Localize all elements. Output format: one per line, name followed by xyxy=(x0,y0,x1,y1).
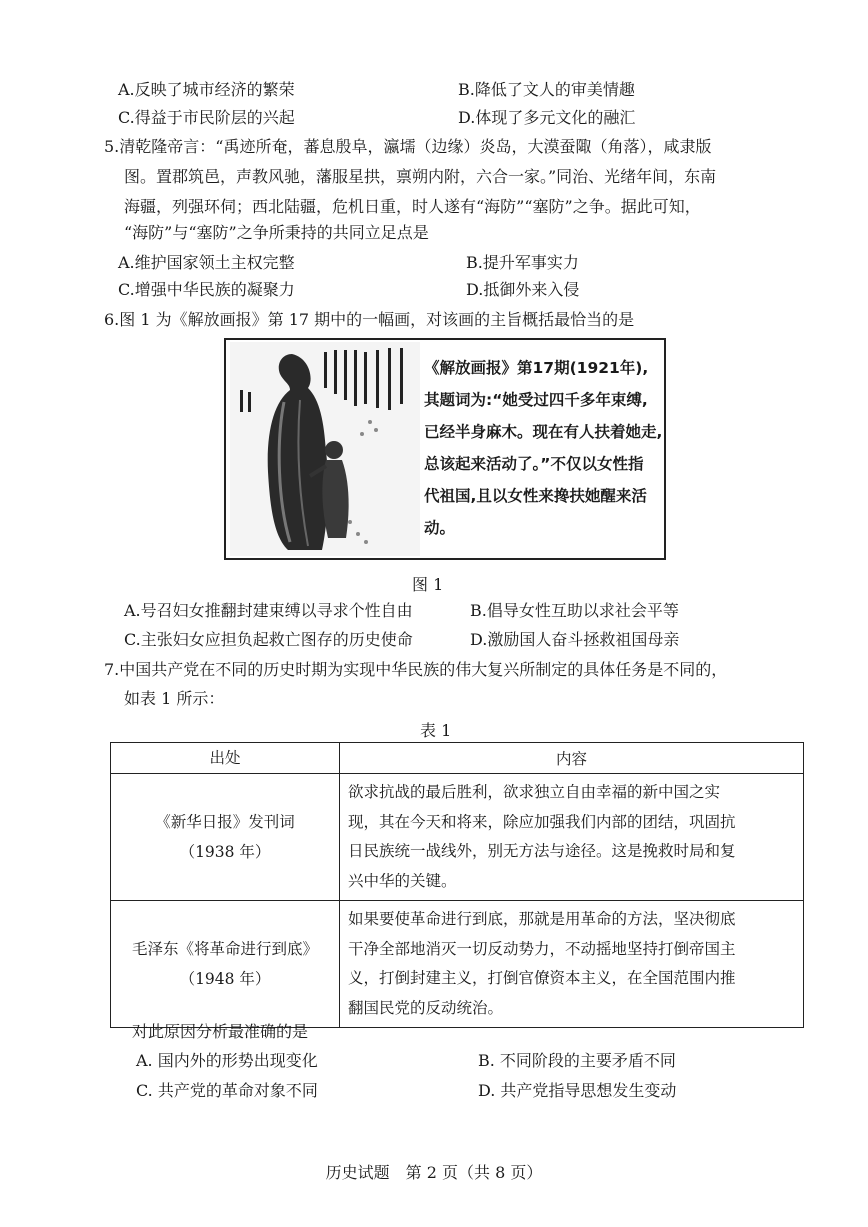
content-line: 如果要使革命进行到底，那就是用革命的方法，坚决彻底 xyxy=(348,910,736,928)
q5-option-b: B.提升军事实力 xyxy=(466,253,579,272)
q5-option-d: D.抵御外来入侵 xyxy=(466,280,580,299)
q5-option-a: A.维护国家领土主权完整 xyxy=(118,253,295,272)
q5-stem-line: 海疆，列强环伺；西北陆疆，危机日重，时人遂有“海防”“塞防”之争。据此可知， xyxy=(124,197,701,216)
table-row xyxy=(111,901,804,1028)
q6-option-a: A.号召妇女推翻封建束缚以寻求个性自由 xyxy=(124,601,413,620)
q4-option-c: C.得益于市民阶层的兴起 xyxy=(118,108,295,127)
figure-label: 图 1 xyxy=(412,575,444,594)
q6-stem: 6.图 1 为《解放画报》第 17 期中的一幅画，对该画的主旨概括最恰当的是 xyxy=(104,310,635,329)
content-line: 日民族统一战线外，别无方法与途径。这是挽救时局和复 xyxy=(348,842,736,860)
q7-stem-line: 如表 1 所示： xyxy=(124,689,225,708)
figure-caption-text xyxy=(424,352,663,544)
table-1 xyxy=(110,742,804,1028)
source-line: （1938 年） xyxy=(179,843,271,861)
table-source-cell xyxy=(111,901,340,1028)
figure-1 xyxy=(224,338,666,560)
page-footer: 历史试题 第 2 页（共 8 页） xyxy=(325,1163,543,1182)
content-line: 欲求抗战的最后胜利，欲求独立自由幸福的新中国之实 xyxy=(348,783,721,801)
table-header-cell: 出处 xyxy=(111,743,340,774)
table-content-cell xyxy=(340,901,804,1028)
q5-stem-line: “海防”与“塞防”之争所秉持的共同立足点是 xyxy=(124,223,429,242)
q7-question: 对此原因分析最准确的是 xyxy=(132,1022,309,1041)
source-line: 《新华日报》发刊词 xyxy=(155,813,295,831)
q4-option-d: D.体现了多元文化的融汇 xyxy=(458,108,636,127)
q5-stem-line: 5.清乾隆帝言：“禹迹所奄，蕃息殷阜，瀛壖（边缘）炎岛，大漠蚕陬（角落），咸隶版 xyxy=(104,137,712,156)
figure-text-line: 已经半身麻木。现在有人扶着她走, xyxy=(424,423,663,441)
figure-text-line: 《解放画报》第17期(1921年), xyxy=(424,359,649,377)
q7-option-a: A. 国内外的形势出现变化 xyxy=(136,1051,318,1070)
table-row xyxy=(111,774,804,901)
content-line: 翻国民党的反动统治。 xyxy=(348,998,504,1017)
table-header-cell: 内容 xyxy=(340,743,804,774)
q7-option-b: B. 不同阶段的主要矛盾不同 xyxy=(478,1051,676,1070)
q7-stem-line: 7.中国共产党在不同的历史时期为实现中华民族的伟大复兴所制定的具体任务是不同的， xyxy=(104,660,728,679)
q6-option-b: B.倡导女性互助以求社会平等 xyxy=(470,601,679,620)
table-header-row xyxy=(111,743,804,774)
q5-option-c: C.增强中华民族的凝聚力 xyxy=(118,280,295,299)
content-line: 干净全部地消灭一切反动势力，不动摇地坚持打倒帝国主 xyxy=(348,939,736,958)
figure-text-line: 动。 xyxy=(424,519,456,537)
q5-stem-line: 图。置郡筑邑，声教风驰，藩服星拱，禀朔内附，六合一家。”同治、光绪年间，东南 xyxy=(124,167,717,186)
figure-text-line: 其题词为:“她受过四千多年束缚, xyxy=(424,391,648,409)
table-content-cell xyxy=(340,774,804,901)
q7-option-d: D. 共产党指导思想发生变动 xyxy=(478,1081,677,1100)
content-line: 兴中华的关键。 xyxy=(348,871,457,890)
q4-option-b: B.降低了文人的审美情趣 xyxy=(458,80,635,99)
figure-text-line: 代祖国,且以女性来搀扶她醒来活 xyxy=(424,487,647,505)
illustration-image xyxy=(230,342,420,556)
q4-option-a: A.反映了城市经济的繁荣 xyxy=(118,80,295,99)
source-line: （1948 年） xyxy=(179,970,271,988)
figure-text-line: 总该起来活动了。”不仅以女性指 xyxy=(424,455,644,473)
table-source-cell xyxy=(111,774,340,901)
q7-option-c: C. 共产党的革命对象不同 xyxy=(136,1081,318,1100)
q6-option-d: D.激励国人奋斗拯救祖国母亲 xyxy=(470,630,680,649)
table-label: 表 1 xyxy=(420,721,452,740)
content-line: 现，其在今天和将来，除应加强我们内部的团结，巩固抗 xyxy=(348,812,736,831)
source-line: 毛泽东《将革命进行到底》 xyxy=(131,940,318,958)
q6-option-c: C.主张妇女应担负起救亡图存的历史使命 xyxy=(124,630,413,649)
content-line: 义，打倒封建主义，打倒官僚资本主义，在全国范围内推 xyxy=(348,969,736,987)
